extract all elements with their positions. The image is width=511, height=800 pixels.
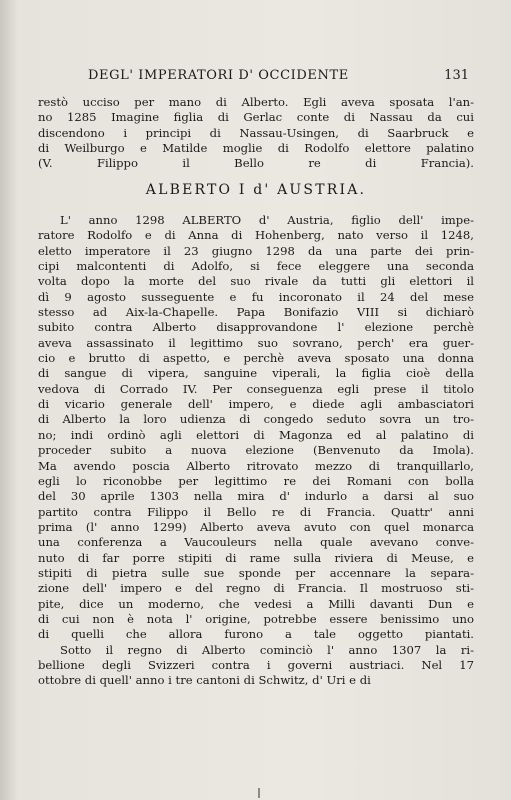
text-line: zione dell' impero e del regno di Francia. Il mostruoso sti- [38,581,474,596]
text-line: proceder subito a nuova elezione (Benvenuto da Imola). [38,443,474,458]
page-number: 131 [444,68,469,83]
text-line: nuto di far porre stipiti di rame sulla riviera di Meuse, e [38,550,474,565]
text-line: stesso ad Aix-la-Chapelle. Papa Bonifazio VIII si dichiarò [38,305,474,320]
section-title: ALBERTO I d' AUSTRIA. [145,182,367,198]
text-line: del 30 aprile 1303 nella mira d' indurlo a darsi al suo [38,489,474,504]
text-line: (V. Filippo il Bello re di Francia). [38,156,474,171]
text-line: vedova di Corrado IV. Per conseguenza egli prese il titolo [38,381,474,396]
continued-paragraph [38,95,474,172]
page-edge-mark [258,788,260,798]
running-title: DEGL' IMPERATORI D' OCCIDENTE [88,68,349,83]
text-line: L' anno 1298 ALBERTO d' Austria, figlio dell' impe- [60,213,474,227]
text-line: ratore Rodolfo e di Anna di Hohenberg, nato verso il 1248, [38,228,474,243]
page-header [88,68,473,88]
text-line: no; indi ordinò agli elettori di Magonza ed al palatino di [38,427,474,442]
text-line: aveva assassinato il legittimo suo sovrano, perch' era guer- [38,335,474,350]
text-line: eletto imperatore il 23 giugno 1298 da una parte dei prin- [38,243,474,258]
text-line: di cui non è nota l' origine, potrebbe essere benissimo uno [38,611,474,626]
text-line: Sotto il regno di Alberto cominciò l' anno 1307 la ri- [60,642,474,657]
text-line: restò ucciso per mano di Alberto. Egli aveva sposata l'an- [38,95,474,109]
text-line: egli lo riconobbe per legittimo re dei Romani con bolla [38,473,474,488]
text-line: volta dopo la morte del suo rivale da tutti gli elettori il [38,274,474,289]
text-line: una conferenza a Vaucouleurs nella quale avevano conve- [38,535,474,550]
text-line: cio e brutto di aspetto, e perchè aveva sposato una donna [38,351,474,366]
text-line: bellione degli Svizzeri contra i governi austriaci. Nel 17 [38,657,474,672]
text-line: cipi malcontenti di Adolfo, si fece eleggere una seconda [38,259,474,274]
text-line: di Alberto la loro udienza di congedo seduto sovra un tro- [38,412,474,427]
text-line: partito contra Filippo il Bello re di Francia. Quattr' anni [38,504,474,519]
text-line: discendono i principi di Nassau-Usingen, di Saarbruck e [38,125,474,140]
text-line: dì 9 agosto susseguente e fu incoronato il 24 del mese [38,289,474,304]
text-line: stipiti di pietra sulle sue sponde per accennare la separa- [38,565,474,580]
text-line: di vicario generale dell' impero, e diede agli ambasciatori [38,397,474,412]
text-line: pite, dice un moderno, che vedesi a Milli davanti Dun e [38,596,474,611]
text-line: ottobre di quell' anno i tre cantoni di Schwitz, d' Uri e di [38,673,371,688]
text-line: prima (l' anno 1299) Alberto aveva avuto con quel monarca [38,519,474,534]
text-line: di sangue di vipera, sanguine viperali, la figlia cioè della [38,366,474,381]
text-line: subito contra Alberto disapprovandone l' elezione perchè [38,320,474,335]
text-line: di quelli che allora furono a tale oggetto piantati. [38,627,474,642]
text-line: Ma avendo poscia Alberto ritrovato mezzo di tranquillarlo, [38,458,474,473]
text-line: no 1285 Imagine figlia di Gerlac conte di Nassau da cui [38,110,474,125]
text-line: di Weilburgo e Matilde moglie di Rodolfo elettore palatino [38,141,474,156]
section-body [38,213,474,689]
